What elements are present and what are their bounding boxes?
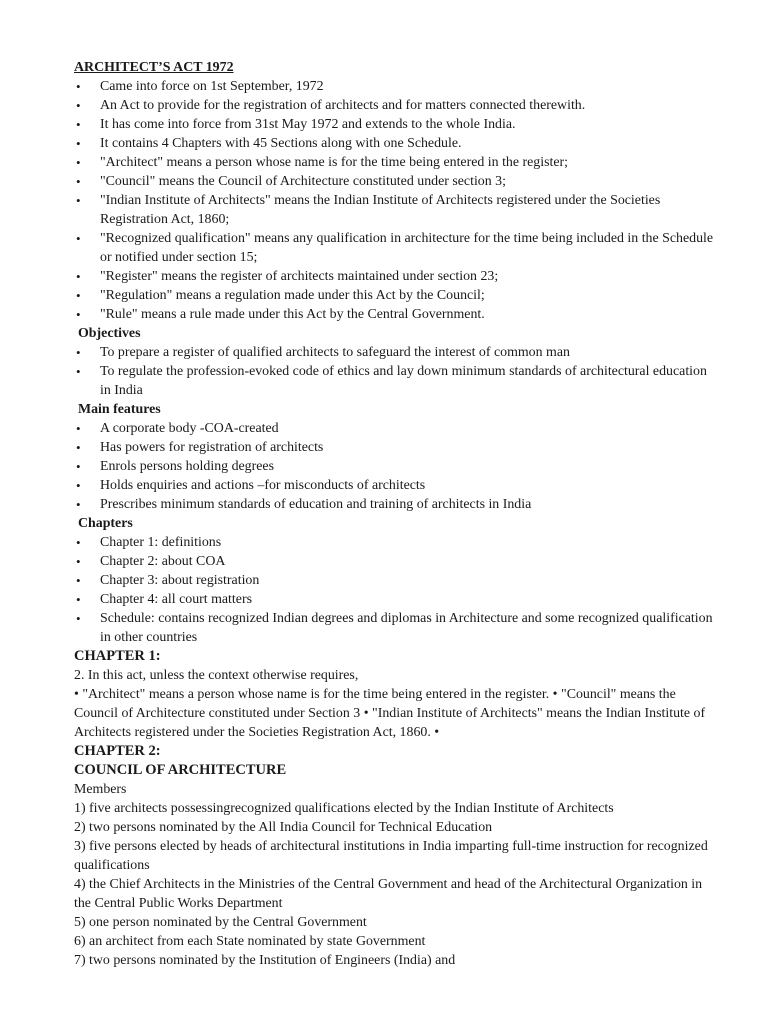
main-features-list bbox=[74, 419, 720, 514]
list-item bbox=[74, 134, 720, 153]
list-item bbox=[74, 115, 720, 134]
list-item bbox=[74, 96, 720, 115]
bullet-icon: • bbox=[76, 136, 81, 151]
list-item-text: "Register" means the register of architects maintained under section 23; bbox=[100, 269, 499, 284]
bullet-icon: • bbox=[76, 421, 81, 436]
chapter1-heading: CHAPTER 1: bbox=[74, 648, 161, 664]
list-item bbox=[74, 590, 720, 609]
list-item-text: Schedule: contains recognized Indian degrees and diplomas in Architecture and some recognized qualification in other countries bbox=[100, 611, 713, 645]
list-item bbox=[74, 343, 720, 362]
bullet-icon: • bbox=[76, 554, 81, 569]
list-item-text: It contains 4 Chapters with 45 Sections along with one Schedule. bbox=[100, 136, 462, 151]
bullet-icon: • bbox=[76, 288, 81, 303]
council-heading: COUNCIL OF ARCHITECTURE bbox=[74, 762, 287, 778]
list-item bbox=[74, 191, 720, 229]
member-item: 5) one person nominated by the Central Government bbox=[74, 915, 367, 930]
bullet-icon: • bbox=[76, 155, 81, 170]
list-item-text: Holds enquiries and actions –for misconducts of architects bbox=[100, 478, 426, 493]
list-item bbox=[74, 305, 720, 324]
bullet-icon: • bbox=[76, 573, 81, 588]
member-item: 1) five architects possessingrecognized qualifications elected by the Indian Institute of Architects bbox=[74, 801, 614, 816]
list-item bbox=[74, 229, 720, 267]
bullet-icon: • bbox=[76, 98, 81, 113]
objectives-list bbox=[74, 343, 720, 400]
list-item-text: It has come into force from 31st May 1972 and extends to the whole India. bbox=[100, 117, 516, 132]
document-title: ARCHITECT’S ACT 1972 bbox=[74, 60, 234, 75]
list-item bbox=[74, 267, 720, 286]
list-item-text: "Indian Institute of Architects" means the Indian Institute of Architects registered under the Societies Registration Act, 1860; bbox=[100, 193, 661, 227]
member-item: 6) an architect from each State nominated by state Government bbox=[74, 934, 426, 949]
bullet-icon: • bbox=[76, 440, 81, 455]
bullet-icon: • bbox=[76, 611, 81, 626]
members-label: Members bbox=[74, 782, 127, 797]
chapters-list bbox=[74, 533, 720, 647]
bullet-icon: • bbox=[76, 478, 81, 493]
chapters-heading: Chapters bbox=[78, 516, 133, 531]
list-item-text: To regulate the profession-evoked code of ethics and lay down minimum standards of architectural education in India bbox=[100, 364, 707, 398]
list-item-text: "Rule" means a rule made under this Act by the Central Government. bbox=[100, 307, 485, 322]
list-item-text: "Recognized qualification" means any qualification in architecture for the time being included in the Schedule or notified under section 15; bbox=[100, 231, 714, 265]
chapter2-heading: CHAPTER 2: bbox=[74, 743, 161, 759]
main-features-heading: Main features bbox=[78, 402, 161, 417]
list-item-text: Prescribes minimum standards of education and training of architects in India bbox=[100, 497, 532, 512]
member-item: 7) two persons nominated by the Institution of Engineers (India) and bbox=[74, 953, 456, 968]
list-item-text: "Architect" means a person whose name is for the time being entered in the register; bbox=[100, 155, 569, 170]
list-item bbox=[74, 153, 720, 172]
list-item bbox=[74, 552, 720, 571]
list-item bbox=[74, 438, 720, 457]
list-item-text: Chapter 1: definitions bbox=[100, 535, 222, 550]
list-item bbox=[74, 77, 720, 96]
list-item bbox=[74, 419, 720, 438]
list-item-text: "Council" means the Council of Architecture constituted under section 3; bbox=[100, 174, 506, 189]
list-item bbox=[74, 571, 720, 590]
list-item-text: Chapter 3: about registration bbox=[100, 573, 260, 588]
member-item: 4) the Chief Architects in the Ministries of the Central Government and head of the Architectural Organization in the Central Public Works Department bbox=[74, 877, 703, 911]
list-item-text: Enrols persons holding degrees bbox=[100, 459, 274, 474]
list-item bbox=[74, 533, 720, 552]
bullet-icon: • bbox=[76, 307, 81, 322]
list-item bbox=[74, 476, 720, 495]
bullet-icon: • bbox=[76, 79, 81, 94]
chapter1-para1: 2. In this act, unless the context otherwise requires, bbox=[74, 668, 359, 683]
bullet-icon: • bbox=[76, 193, 81, 208]
list-item-text: Came into force on 1st September, 1972 bbox=[100, 79, 324, 94]
list-item-text: Chapter 4: all court matters bbox=[100, 592, 252, 607]
bullet-icon: • bbox=[76, 231, 81, 246]
list-item bbox=[74, 286, 720, 305]
list-item bbox=[74, 457, 720, 476]
chapter1-para2: • "Architect" means a person whose name is for the time being entered in the register. • "Council" means the Council of Architecture constituted under Section 3 • "Indian Institute of Architects" means the Indian Institute of Architects registered under the Societies Registration Act, 1860. • bbox=[74, 687, 706, 740]
list-item-text: An Act to provide for the registration of architects and for matters connected therewith. bbox=[100, 98, 586, 113]
list-item-text: "Regulation" means a regulation made under this Act by the Council; bbox=[100, 288, 485, 303]
bullet-icon: • bbox=[76, 592, 81, 607]
list-item-text: To prepare a register of qualified architects to safeguard the interest of common man bbox=[100, 345, 570, 360]
list-item bbox=[74, 362, 720, 400]
bullet-icon: • bbox=[76, 117, 81, 132]
list-item bbox=[74, 609, 720, 647]
bullet-icon: • bbox=[76, 345, 81, 360]
bullet-icon: • bbox=[76, 269, 81, 284]
bullet-icon: • bbox=[76, 459, 81, 474]
bullet-icon: • bbox=[76, 535, 81, 550]
bullet-icon: • bbox=[76, 174, 81, 189]
list-item-text: A corporate body -COA-created bbox=[100, 421, 279, 436]
list-item bbox=[74, 495, 720, 514]
bullet-icon: • bbox=[76, 364, 81, 379]
intro-list bbox=[74, 77, 720, 324]
bullet-icon: • bbox=[76, 497, 81, 512]
list-item-text: Has powers for registration of architects bbox=[100, 440, 324, 455]
list-item bbox=[74, 172, 720, 191]
member-item: 2) two persons nominated by the All India Council for Technical Education bbox=[74, 820, 493, 835]
objectives-heading: Objectives bbox=[78, 326, 141, 341]
member-item: 3) five persons elected by heads of architectural institutions in India imparting full-time instruction for recognized qualifications bbox=[74, 839, 708, 873]
list-item-text: Chapter 2: about COA bbox=[100, 554, 226, 569]
